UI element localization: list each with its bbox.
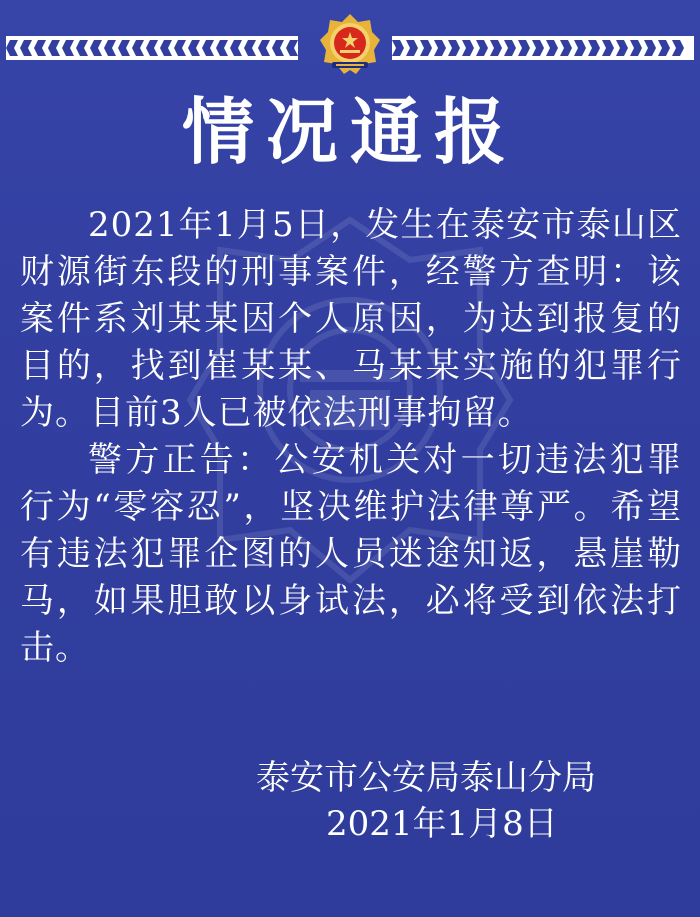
issuer-name: 泰安市公安局泰山分局 <box>256 758 596 798</box>
police-badge-icon <box>318 12 382 76</box>
paragraph-warning: 警方正告：公安机关对一切违法犯罪行为“零容忍”，坚决维护法律尊严。希望有违法犯罪企图的人员迷途知返，悬崖勒马，如果胆敢以身试法，必将受到依法打击。 <box>20 440 682 668</box>
issue-date: 2021年1月8日 <box>326 804 558 844</box>
paragraph-incident: 2021年1月5日，发生在泰安市泰山区财源街东段的刑事案件，经警方查明：该案件系刘某某因个人原因，为达到报复的目的，找到崔某某、马某某实施的犯罪行为。目前3人已被依法刑事拘留。 <box>20 205 682 433</box>
page-title: 情况通报 <box>181 89 518 174</box>
signature-block <box>240 755 620 847</box>
notice-body <box>20 202 682 672</box>
right-wing-band-icon <box>392 36 694 60</box>
left-wing-band-icon <box>6 36 298 60</box>
